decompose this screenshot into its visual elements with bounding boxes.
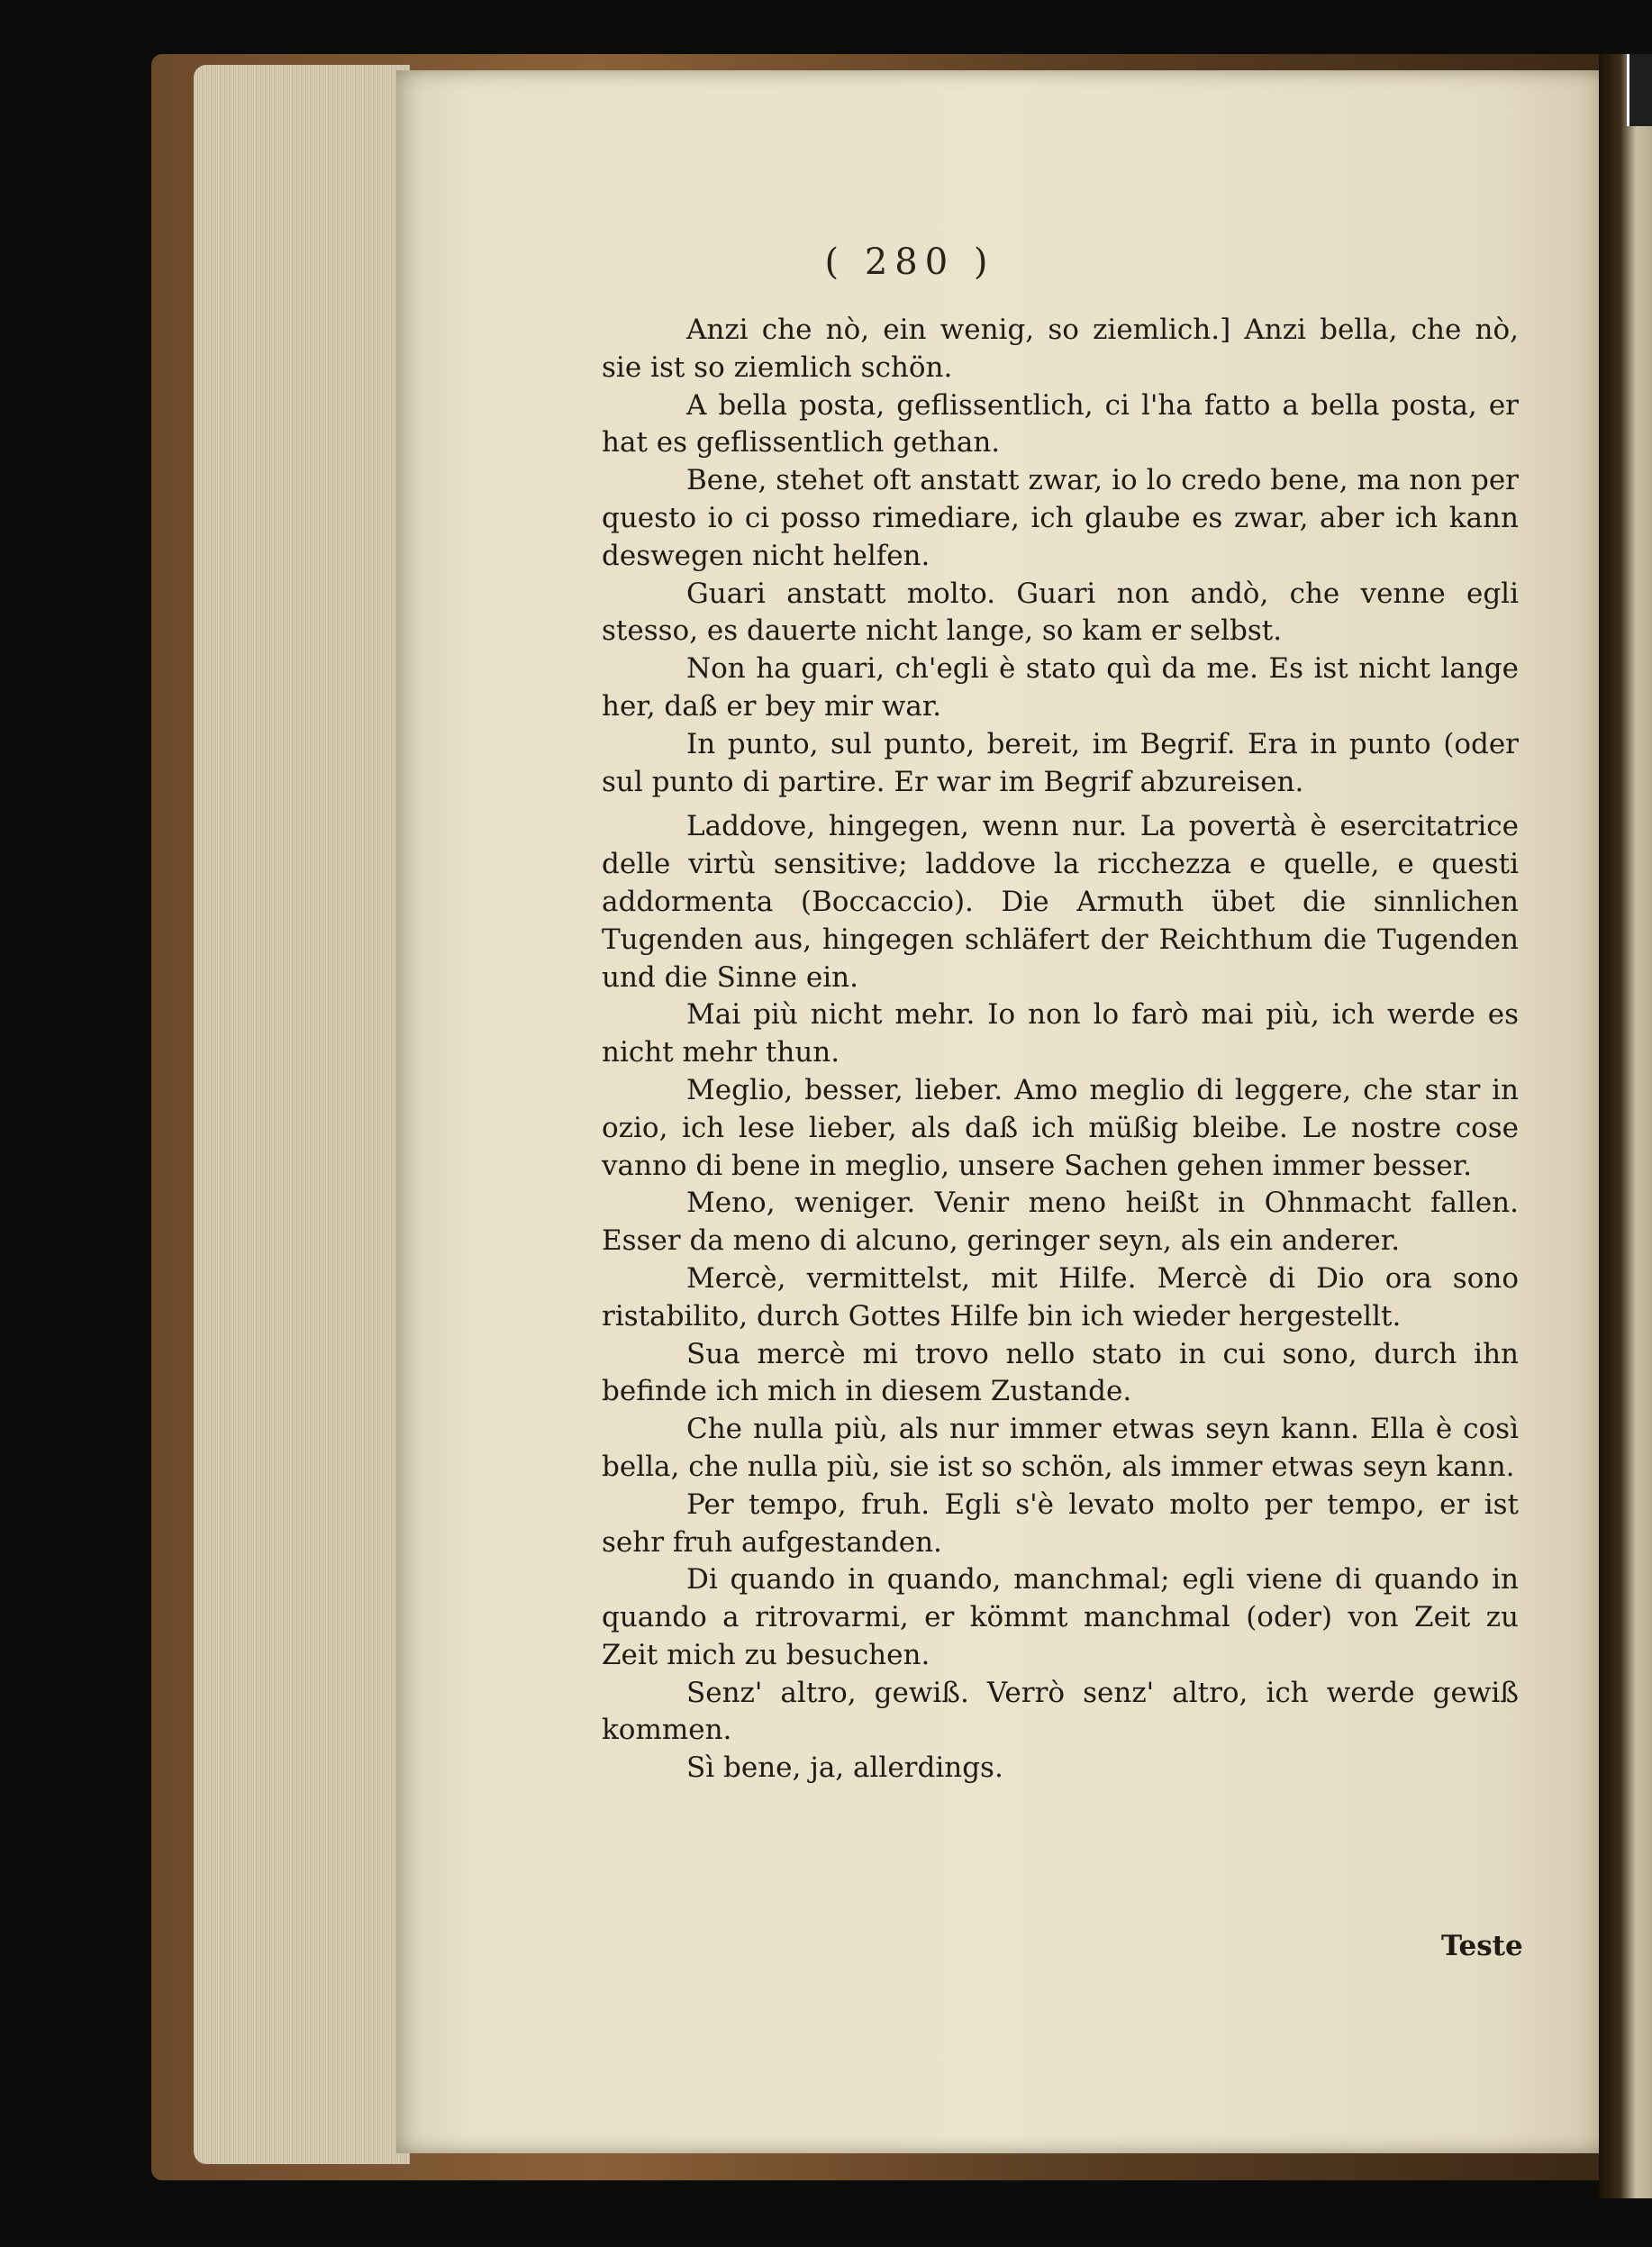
entry-bene: Bene, stehet oft anstatt zwar, io lo credo bene, ma non per questo io ci posso rimediare, ich glaube es zwar, aber ich kann deswegen nicht helfen. — [602, 464, 1519, 572]
entry-anzi: Anzi che nò, ein wenig, so ziemlich.] Anzi bella, che nò, sie ist so ziemlich schön. — [602, 314, 1519, 384]
entry-merce: Mercè, vermittelst, mit Hilfe. Mercè di Dio ora sono ristabilito, durch Gottes Hilfe bin ich wieder hergestellt. — [602, 1261, 1519, 1333]
page-edges — [194, 65, 410, 2164]
page-text — [602, 312, 1519, 1788]
scan-calibration-strip — [1627, 54, 1652, 126]
entry-meglio: Meglio, besser, lieber. Amo meglio di leggere, che star in ozio, ich lese lieber, als daß ich müßig bleibe. Le nostre cose vanno di bene in meglio, unsere Sachen gehen immer besser. — [602, 1073, 1519, 1182]
entry-che-nulla-piu: Che nulla più, als nur immer etwas seyn kann. Ella è così bella, che nulla più, sie ist so schön, als immer etwas seyn kann. — [602, 1413, 1519, 1483]
entry-laddove: Laddove, hingegen, wenn nur. La povertà è esercitatrice delle virtù sensitive; laddove la ricchezza e quelle, e questi addormenta (Boccaccio). Die Armuth übet die sinnlichen Tugenden aus, hingegen schläfert der Reichthum die Tugenden und die Sinne ein. — [602, 810, 1519, 994]
entry-in-punto: In punto, sul punto, bereit, im Begrif. Era in punto (oder sul punto di partire. Er war im Begrif abzureisen. — [602, 727, 1519, 798]
entry-di-quando: Di quando in quando, manchmal; egli viene di quando in quando a ritrovarmi, er kömmt manchmal (oder) von Zeit zu Zeit mich zu besuchen. — [602, 1563, 1519, 1671]
entry-meno: Meno, weniger. Venir meno heißt in Ohnmacht fallen. Esser da meno di alcuno, geringer seyn, als ein anderer. — [602, 1187, 1519, 1258]
entry-guari: Guari anstatt molto. Guari non andò, che venne egli stesso, es dauerte nicht lange, so kam er selbst. — [602, 577, 1519, 648]
entry-senz-altro: Senz' altro, gewiß. Verrò senz' altro, ich werde gewiß kommen. — [602, 1676, 1519, 1747]
entry-si-bene: Sì bene, ja, allerdings. — [686, 1751, 1003, 1785]
page-number: ( 280 ) — [824, 241, 995, 283]
entry-mai-piu: Mai più nicht mehr. Io non lo farò mai più, ich werde es nicht mehr thun. — [602, 998, 1519, 1069]
catchword: Teste — [1441, 1930, 1523, 1962]
entry-non-ha-guari: Non ha guari, ch'egli è stato quì da me. Es ist nicht lange her, daß er bey mir war. — [602, 652, 1519, 723]
entry-a-bella-posta: A bella posta, geflissentlich, ci l'ha fatto a bella posta, er hat es geflissentlich gethan. — [602, 388, 1519, 459]
entry-sua-merce: Sua mercè mi trovo nello stato in cui sono, durch ihn befinde ich mich in diesem Zustande. — [602, 1337, 1519, 1408]
entry-per-tempo: Per tempo, fruh. Egli s'è levato molto per tempo, er ist sehr fruh aufgestanden. — [602, 1487, 1519, 1559]
next-page-edge — [1599, 54, 1652, 2198]
